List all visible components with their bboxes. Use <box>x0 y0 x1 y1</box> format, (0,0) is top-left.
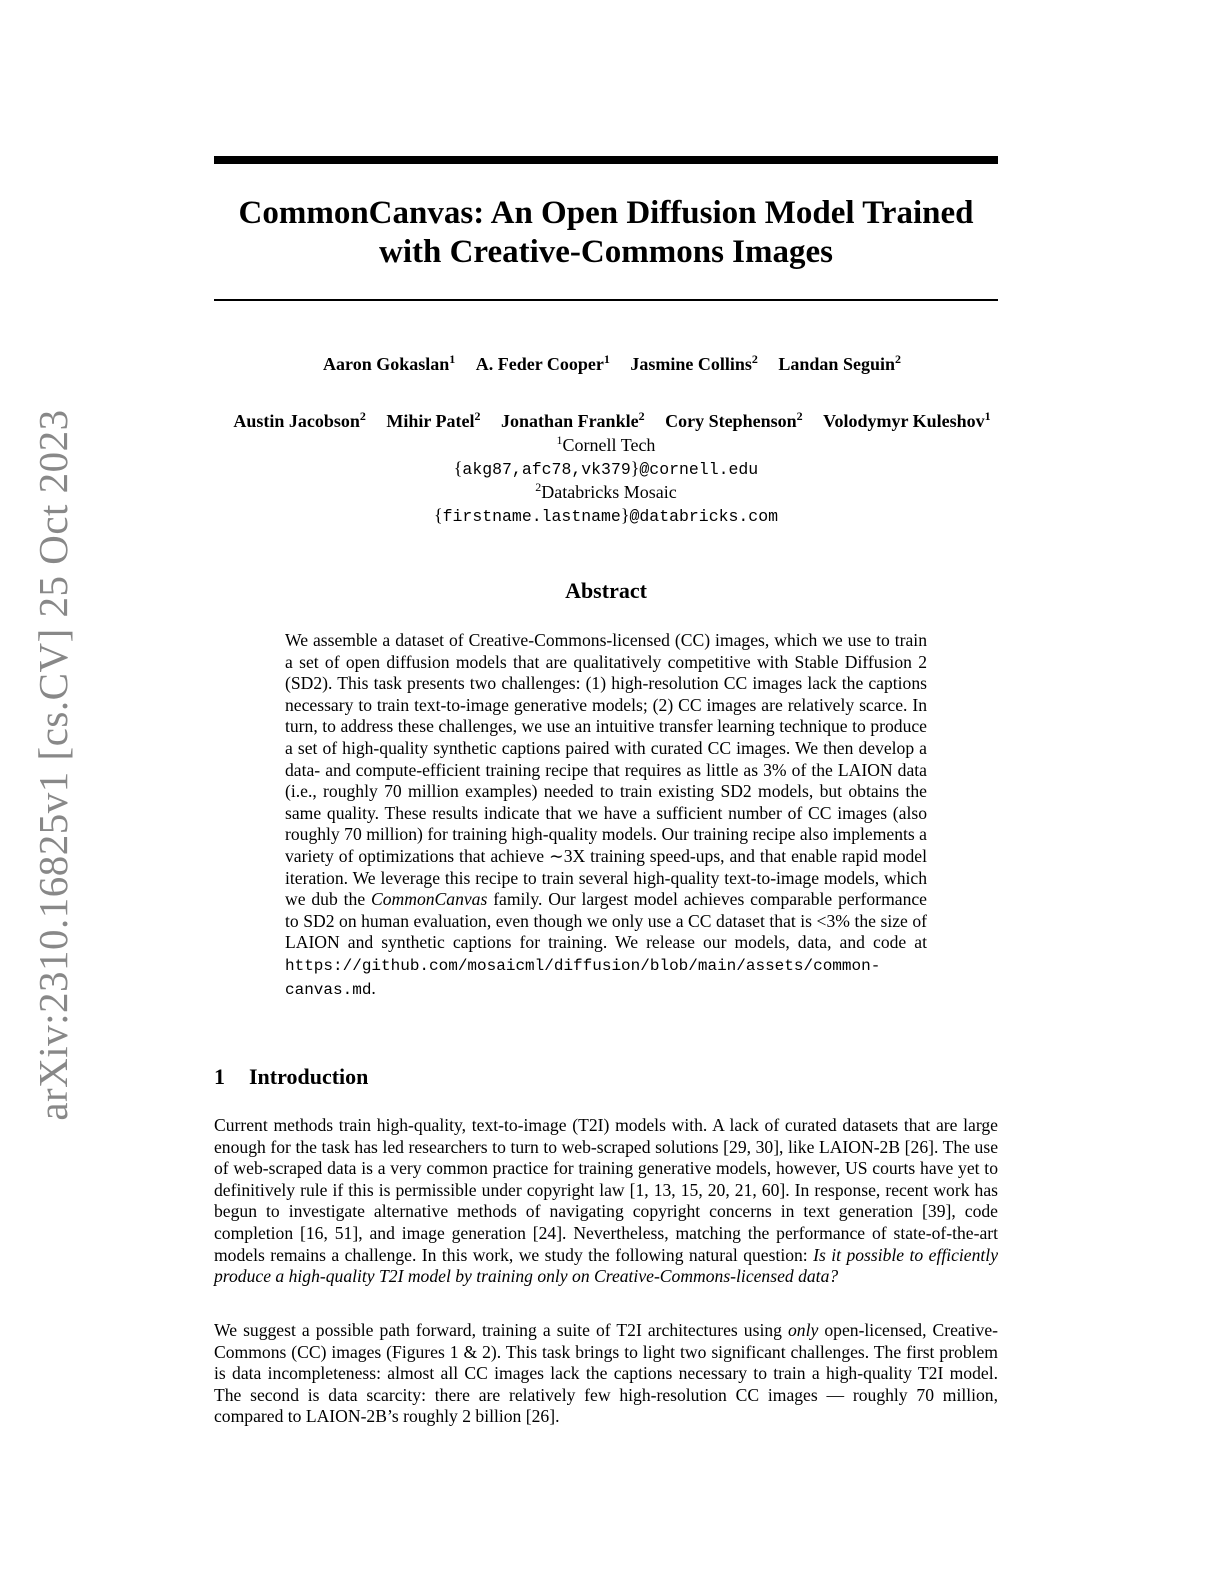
author <box>630 354 758 375</box>
author-row-1 <box>160 354 1064 375</box>
repository-link[interactable]: https://github.com/mosaicml/diffusion/blob/main/assets/common-canvas.md <box>285 956 881 999</box>
author-affiliation-mark: 1 <box>449 352 456 366</box>
affiliations <box>214 434 998 528</box>
author-name: Jonathan Frankle <box>501 411 639 431</box>
author <box>233 411 366 432</box>
author-name: Mihir Patel <box>386 411 475 431</box>
author-name: Austin Jacobson <box>233 411 360 431</box>
author-name: Aaron Gokaslan <box>323 354 450 374</box>
author-affiliation-mark: 2 <box>638 409 645 423</box>
author-affiliation-mark: 2 <box>474 409 481 423</box>
abstract-body: We assemble a dataset of Creative-Commons-licensed (CC) images, which we use to train a set of open diffusion models that are qualitatively competitive with Stable Diffusion 2 (SD2). This task presents two challenges: (1) high-resolution CC images lack the captions necessary to train text-to-image generative models; (2) CC images are relatively scarce. In turn, to address these challenges, we use an intuitive transfer learning technique to produce a set of high-quality synthetic captions paired with curated CC images. We then develop a data- and compute-efficient training recipe that requires as little as 3% of the LAION data (i.e., roughly 70 million examples) needed to train existing SD2 models, but obtains the same quality. These results indicate that we have a sufficient number of CC images (also roughly 70 million) for training high-quality models. Our training recipe also implements a variety of optimizations that achieve ∼3X training speed-ups, and that enable rapid model iteration. We leverage this recipe to train several high-quality text-to-image models, which we dub the CommonCanvas family. Our largest model achieves comparable performance to SD2 on human evaluation, even though we only use a CC dataset that is <3% the size of LAION and synthetic captions for training. We release our models, data, and code at https://github.com/mosaicml/diffusion/blob/main/assets/common-canvas.md. <box>285 630 927 999</box>
title-top-rule <box>214 156 998 164</box>
author-affiliation-mark: 2 <box>796 409 803 423</box>
affiliation-1: $^1$Cornell Tech <box>556 433 656 455</box>
author-name: Landan Seguin <box>778 354 895 374</box>
author-row-2 <box>160 411 1064 432</box>
author-affiliation-mark: 2 <box>894 352 901 366</box>
arxiv-identifier-stamp: arXiv:2310.16825v1 [cs.CV] 25 Oct 2023 <box>30 409 76 1121</box>
author <box>386 411 480 432</box>
affiliation-2-email: {firstname.lastname}@databricks.com <box>433 505 779 526</box>
author-affiliation-mark: 1 <box>984 409 991 423</box>
author-affiliation-mark: 2 <box>359 409 366 423</box>
title-bottom-rule <box>214 299 998 301</box>
author-name: A. Feder Cooper <box>475 354 604 374</box>
affiliation-1-email: {akg87,afc78,vk379}@cornell.edu <box>453 458 759 479</box>
affiliation-2: $^2$Databricks Mosaic <box>535 480 677 502</box>
author <box>501 411 645 432</box>
author-affiliation-mark: 2 <box>751 352 758 366</box>
author <box>823 411 991 432</box>
author <box>476 354 610 375</box>
abstract-heading: Abstract <box>565 578 647 603</box>
author-name: Jasmine Collins <box>630 354 752 374</box>
section-heading-introduction: 1 Introduction <box>214 1064 369 1089</box>
author <box>778 354 901 375</box>
author-name: Cory Stephenson <box>665 411 797 431</box>
paper-title <box>214 194 998 272</box>
intro-paragraph-2: We suggest a possible path forward, training a suite of T2I architectures using only open-licensed, Creative-Commons (CC) images (Figures 1 & 2). This task brings to light two significant challenges. The first problem is data incompleteness: almost all CC images lack the captions necessary to train a high-quality T2I model. The second is data scarcity: there are relatively few high-resolution CC images — roughly 70 million, compared to LAION-2B’s roughly 2 billion [26]. <box>214 1320 998 1427</box>
intro-paragraph-1: Current methods train high-quality, text-to-image (T2I) models with. A lack of curated datasets that are large enough for the task has led researchers to turn to web-scraped solutions [29, 30], like LAION-2B [26]. The use of web-scraped data is a very common practice for training generative models, however, US courts have yet to definitively rule if this is permissible under copyright law [1, 13, 15, 20, 21, 60]. In response, recent work has begun to investigate alternative methods of navigating copyright concerns in text generation [39], code completion [16, 51], and image generation [24]. Nevertheless, matching the performance of state-of-the-art models remains a challenge. In this work, we study the following natural question: Is it possible to efficiently produce a high-quality T2I model by training only on Creative-Commons-licensed data? <box>214 1115 999 1287</box>
title-line-2: with Creative-Commons Images <box>379 234 833 270</box>
title-line-1: CommonCanvas: An Open Diffusion Model Trained <box>238 195 974 231</box>
author-name: Volodymyr Kuleshov <box>823 411 985 431</box>
author-affiliation-mark: 1 <box>603 352 610 366</box>
author <box>665 411 803 432</box>
author <box>323 354 455 375</box>
